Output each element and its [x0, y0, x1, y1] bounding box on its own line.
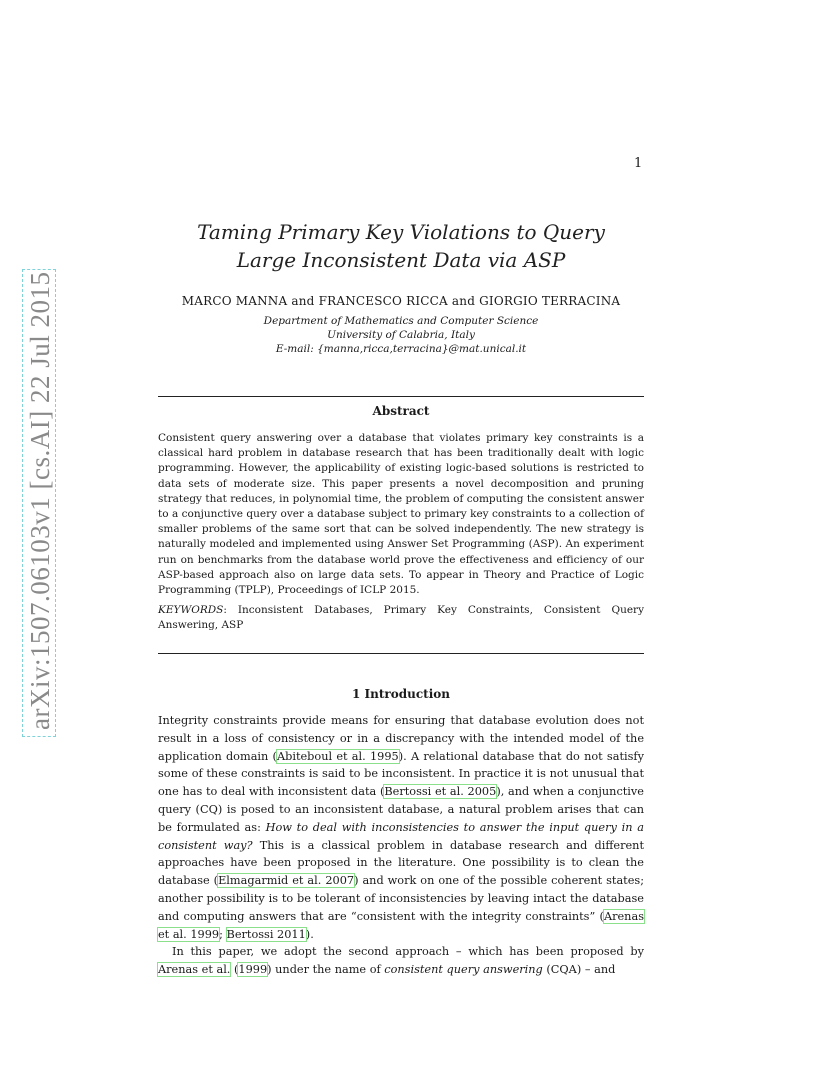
text-run: ( — [230, 963, 239, 977]
author-list: MARCO MANNA and FRANCESCO RICCA and GIORGIO TERRACINA — [181, 294, 621, 308]
abstract-bottom-rule — [158, 653, 644, 654]
department: Department of Mathematics and Computer Science — [263, 315, 539, 327]
text-run: (CQA) – and — [542, 963, 616, 977]
abstract-text: Consistent query answering over a database that violates primary key constraints is a classical hard problem in database research that has been traditionally dealt with logic programming. However, the applicability of existing logic-based solutions is restricted to data sets of moderate size. This paper presents a novel decomposition and pruning strategy that reduces, in polynomial time, the problem of computing the consistent answer to a conjunctive query over a database subject to primary key constraints to a collection of smaller problems of the same sort that can be solved independently. The new strategy is naturally modeled and implemented using Answer Set Programming (ASP). An experiment run on benchmarks from the database world prove the effectiveness and efficiency of our ASP-based approach also on large data sets. To appear in Theory and Practice of Logic Programming (TPLP), Proceedings of ICLP 2015. — [158, 432, 644, 597]
affiliation — [158, 314, 644, 356]
citation-link[interactable]: 1999 — [238, 963, 268, 977]
text-run: ). — [305, 927, 314, 941]
section-heading-introduction: 1 Introduction — [352, 687, 450, 701]
abstract-heading: Abstract — [372, 404, 430, 418]
text-run: Integrity constraints provide means for ensuring that database evolution does not result in a loss of consistency or in a discrepancy with the intended model of the application domain ( — [158, 714, 644, 763]
text-run: ) and work on one of the possible coherent states; another possibility is to be tolerant of inconsistencies by leaving intact the database and computing answers that are “consistent with the integrity constraints” ( — [158, 874, 645, 923]
citation-link[interactable]: Arenas et al. 1999 — [158, 909, 644, 941]
title-line-1: Taming Primary Key Violations to Query — [197, 220, 605, 244]
title-line-2: Large Inconsistent Data via ASP — [236, 248, 566, 272]
research-question: How to deal with inconsistencies to answer the input query in a consistent way? — [158, 820, 644, 852]
arxiv-identifier[interactable]: arXiv:1507.06103v1 [cs.AI] 22 Jul 2015 — [22, 269, 56, 737]
email: E-mail: {manna,ricca,terracina}@mat.unical.it — [275, 343, 527, 355]
abstract-body — [158, 431, 644, 598]
defined-term: consistent query answering — [384, 963, 543, 977]
citation-link[interactable]: Arenas et al. — [158, 963, 231, 977]
text-run: ), and when a conjunctive query (CQ) is posed to an inconsistent database, a natural problem arises that can be formulated as: — [158, 785, 644, 834]
text-run: ). A relational database that do not satisfy some of these constraints is said to be inconsistent. In practice it is not unusual that one has to deal with inconsistent data ( — [158, 749, 644, 799]
abstract-top-rule — [158, 396, 644, 397]
intro-paragraph-1 — [158, 712, 644, 943]
text-run: ) under the name of — [267, 963, 385, 977]
text-run: ; — [219, 927, 227, 941]
page-number: 1 — [634, 156, 643, 171]
citation-link[interactable]: Bertossi et al. 2005 — [384, 785, 497, 799]
text-run: In this paper, we adopt the second approach – which has been proposed by — [172, 945, 644, 959]
university: University of Calabria, Italy — [327, 329, 475, 341]
citation-link[interactable]: Abiteboul et al. 1995 — [276, 749, 399, 763]
text-run: This is a classical problem in database research and different approaches have been proposed in the literature. One possibility is to clean the database ( — [158, 838, 644, 888]
citation-link[interactable]: Elmagarmid et al. 2007 — [218, 874, 355, 888]
paper-title — [158, 218, 644, 274]
citation-link[interactable]: Bertossi 2011 — [226, 927, 306, 941]
intro-paragraph-2 — [158, 943, 644, 979]
keywords — [158, 603, 644, 633]
keywords-text: : Inconsistent Databases, Primary Key Constraints, Consistent Query Answering, ASP — [158, 604, 644, 632]
keywords-label: KEYWORDS — [158, 604, 224, 616]
introduction-body — [158, 712, 644, 979]
